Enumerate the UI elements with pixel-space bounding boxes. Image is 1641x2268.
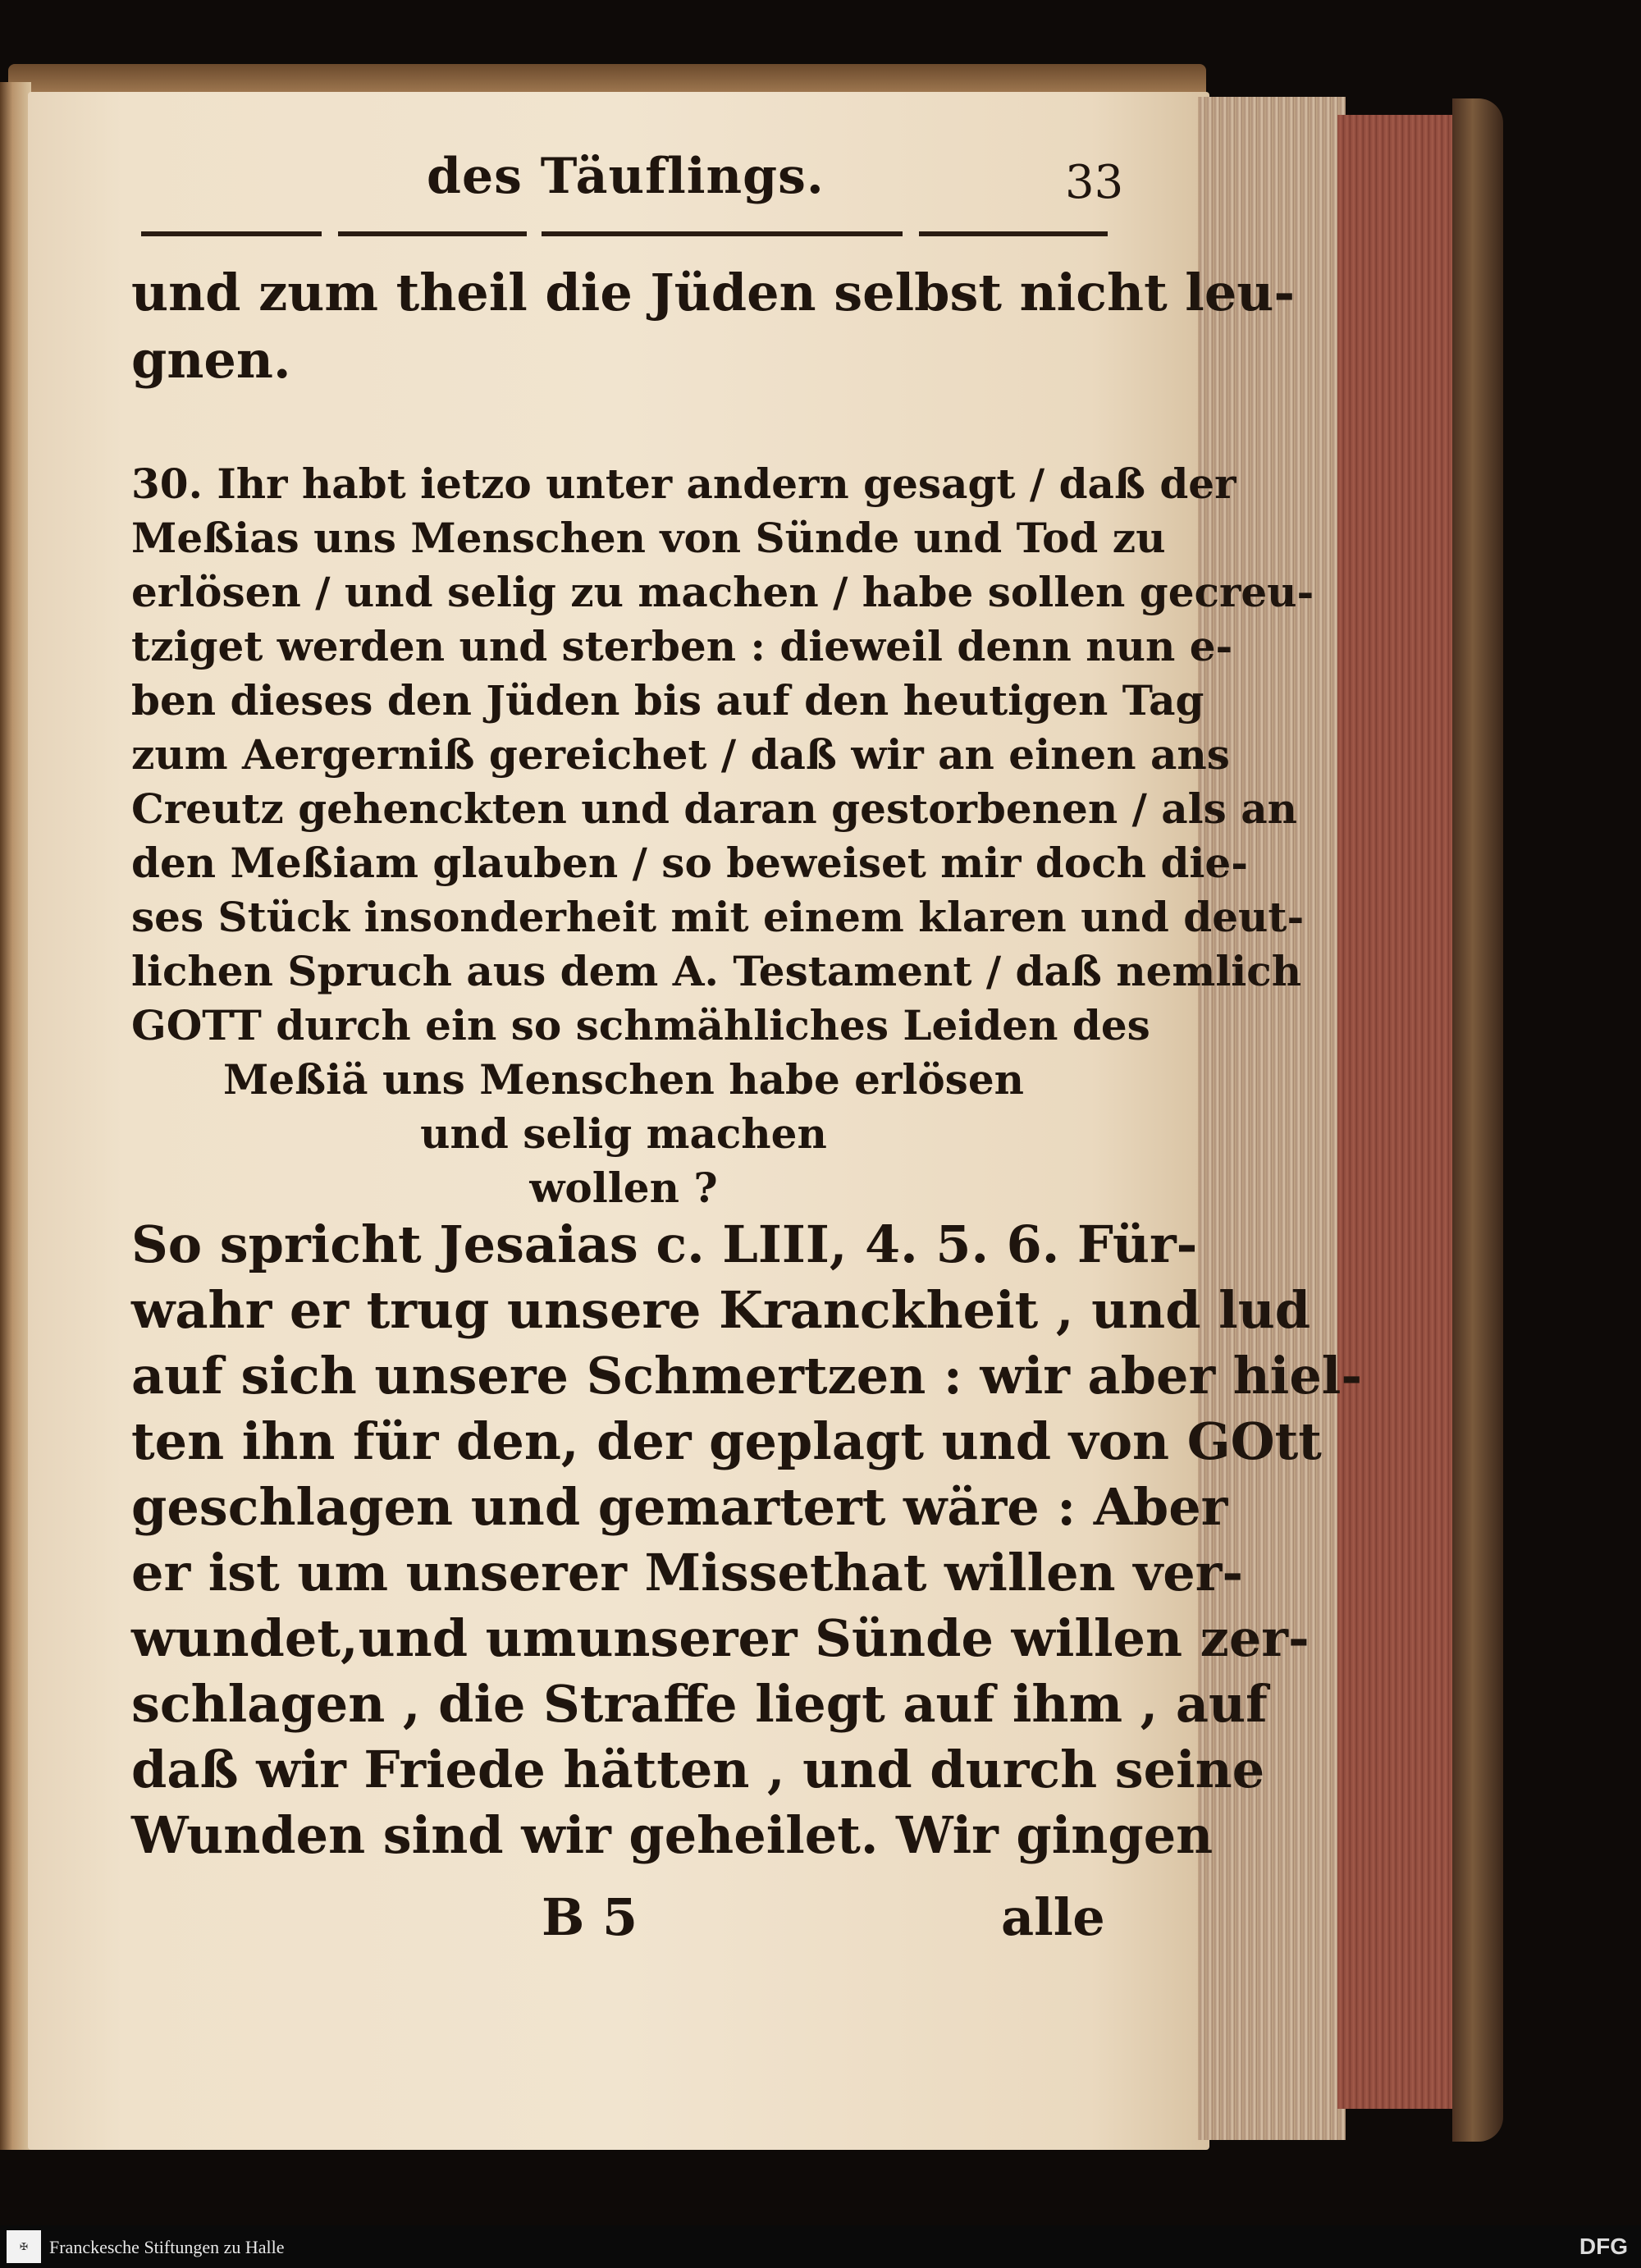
text-line: schlagen , die Straffe liegt auf ihm , auf — [131, 1674, 1268, 1734]
text-line: gnen. — [131, 330, 291, 390]
text-line: auf sich unsere Schmertzen : wir aber hiel- — [131, 1346, 1363, 1406]
text-line: Creutz gehenckten und daran gestorbenen / als an — [131, 784, 1297, 833]
page-number: 33 — [1065, 156, 1124, 209]
text-line: lichen Spruch aus dem A. Testament / daß nemlich — [131, 947, 1302, 995]
text-line: So spricht Jesaias c. LIII, 4. 5. 6. Für- — [131, 1214, 1198, 1274]
header-rule — [141, 231, 322, 236]
text-line: er ist um unserer Missethat willen ver- — [131, 1543, 1244, 1603]
text-line: erlösen / und selig zu machen / habe sollen gecreu- — [131, 568, 1314, 616]
text-line: daß wir Friede hätten , und durch seine — [131, 1740, 1265, 1799]
left-page-edge — [0, 82, 31, 2150]
text-line: ten ihn für den, der geplagt und von GOtt — [131, 1411, 1322, 1471]
text-line: geschlagen und gemartert wäre : Aber — [131, 1477, 1228, 1537]
institution-name: Franckesche Stiftungen zu Halle — [49, 2237, 285, 2257]
text-line: 30. Ihr habt ietzo unter andern gesagt / daß der — [131, 460, 1236, 508]
header-rule — [919, 231, 1108, 236]
page-block-edges — [1198, 97, 1346, 2140]
text-line: wahr er trug unsere Kranckheit , und lud — [131, 1280, 1311, 1340]
text-line: Meßias uns Menschen von Sünde und Tod zu — [131, 514, 1166, 562]
text-line: Wunden sind wir geheilet. Wir gingen — [131, 1805, 1214, 1865]
red-page-edges — [1337, 115, 1460, 2109]
running-head: des Täuflings. — [427, 148, 825, 205]
text-line: zum Aergerniß gereichet / daß wir an einen ans — [131, 730, 1230, 779]
header-rule — [338, 231, 527, 236]
text-line: wollen ? — [529, 1164, 718, 1212]
text-line: ben dieses den Jüden bis auf den heutigen Tag — [131, 676, 1204, 725]
text-line: wundet,und umunserer Sünde willen zer- — [131, 1608, 1310, 1668]
text-line: und zum theil die Jüden selbst nicht leu- — [131, 263, 1296, 322]
text-line: und selig machen — [420, 1109, 827, 1158]
text-line: den Meßiam glauben / so beweiset mir doch die- — [131, 839, 1248, 887]
text-line: Meßiä uns Menschen habe erlösen — [223, 1055, 1024, 1104]
back-cover — [1452, 98, 1503, 2142]
text-line: GOTT durch ein so schmähliches Leiden des — [131, 1001, 1150, 1049]
viewer-footer — [0, 2225, 1641, 2268]
running-header — [131, 148, 1124, 213]
institution-logo-icon: ✠ — [7, 2230, 41, 2263]
catchword: alle — [1001, 1887, 1105, 1947]
dfg-badge: DFG — [1579, 2234, 1628, 2259]
signature-mark: B 5 — [542, 1887, 638, 1947]
text-line: ses Stück insonderheit mit einem klaren und deut- — [131, 893, 1305, 941]
header-rule — [542, 231, 903, 236]
text-line: tziget werden und sterben : dieweil denn nun e- — [131, 622, 1233, 670]
page-footer — [131, 1887, 1116, 1953]
